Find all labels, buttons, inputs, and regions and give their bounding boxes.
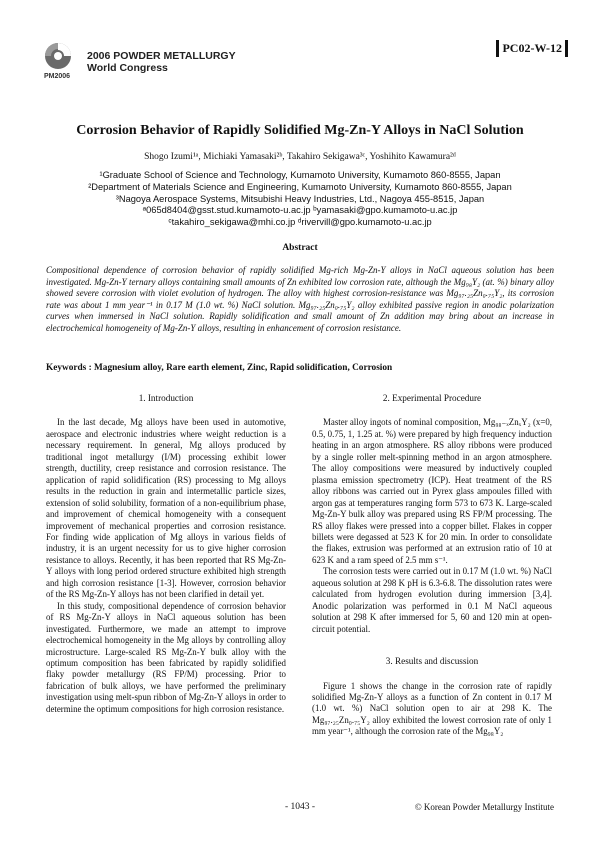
intro-paragraph-1: In the last decade, Mg alloys have been used in automotive, aerospace and electronic industries where weight reduction is a necessary requirement. In general, Mg alloys produced by traditional ingot metallurgy (I/M) processing exhibit lower strength, ductility, creep resistance and corrosion resistance. The application of rapid solidification (RS) processing to Mg alloys results in the reduction in grain and intermetallic particle sizes, extension of solid solubility, formation of a non-equilibrium phase, and improvement of chemical homogeneity with a consequent improvement of mechanical properties and corrosion resistance. For finding wide application of Mg alloys in various fields of industry, it is an urgent necessity for us to give higher corrosion resistance to alloys. Recently, it has been reported that RS Mg-Zn-Y alloys with long period ordered structure exhibited high strength and high corrosion resistance [1-3]. However, corrosion behavior of the RS Mg-Zn-Y alloys has not been clarified in detail yet. xyxy=(46,417,286,600)
section-heading-introduction: 1. Introduction xyxy=(138,393,194,403)
paper-title: Corrosion Behavior of Rapidly Solidified Mg-Zn-Y Alloys in NaCl Solution xyxy=(76,123,524,138)
author-list: Shogo Izumi¹ᵃ, Michiaki Yamasaki²ᵇ, Takahiro Sekigawa³ᶜ, Yoshihito Kawamura²ᵈ xyxy=(144,152,456,162)
copyright-notice: © Korean Powder Metallurgy Institute xyxy=(414,802,554,812)
logo-year: PM2006 xyxy=(44,73,71,80)
paper-code: PC02-W-12 xyxy=(496,40,568,57)
section-heading-experimental: 2. Experimental Procedure xyxy=(382,393,482,403)
intro-paragraph-2: In this study, compositional dependence of corrosion behavior of RS Mg-Zn-Y alloys in NaCl aqueous solution has been investigated. Furthermore, we made an attempt to improve electrochemical homogeneity in the Mg alloys by controlling alloy microstructure. Large-scaled RS Mg-Zn-Y bulk alloy with the optimum composition has been fabricated by rapidly solidified flaky powder metallurgy (RS FP/M) processing. Prior to fabrication of bulk alloys, we have performed the preliminary investigation using melt-spun ribbon of Mg-Zn-Y alloys in order to determine the optimum compositions for high corrosion resistance. xyxy=(46,600,286,714)
affiliation-line: ³Nagoya Aerospace Systems, Mitsubishi Heavy Industries, Ltd., Nagoya 455-8515, Japan xyxy=(115,193,485,204)
left-column xyxy=(46,393,286,715)
experimental-paragraph-1: Master alloy ingots of nominal composition, Mg₉₈₋ₓZnₓY₂ (x=0, 0.5, 0.75, 1, 1.25 at. %) were prepared by high frequency induction heating in an argon atmosphere. RS alloy ribbons were produced by a single roller melt-spinning method in an argon atmosphere. The alloy compositions were measured by inductively coupled plasma emission spectrometry (ICP). Heat treatment of the RS alloy ribbons was carried out in Pyrex glass ampoules filled with argon gas at temperatures ranging form 573 to 673 K. Large-scaled Mg-Zn-Y bulk alloy was prepared using RS FP/M processing. The RS alloy flakes were pressed into a copper billet. Flakes in copper billets were degassed at 523 K for 20 min. In order to consolidate the flakes, extrusion was performed at an extrusion ratio of 10 at 623 K and a ram speed of 2.5 mm s⁻¹. xyxy=(312,417,552,565)
abstract-heading: Abstract xyxy=(282,243,318,253)
right-column xyxy=(312,393,552,738)
keywords: Keywords : Magnesium alloy, Rare earth element, Zinc, Rapid solidification, Corrosion xyxy=(46,363,393,373)
conference-name xyxy=(87,50,236,74)
experimental-paragraph-2: The corrosion tests were carried out in 0.17 M (1.0 wt. %) NaCl aqueous solution at 298 K pH is 6.3-6.8. The dissolution rates were calculated from hydrogen evolution during immersion [3,4]. Anodic polarization was performed in 0.1 M NaCl aqueous solution at 298 K after immersed for 5, 60 and 120 min at open-circuit potential. xyxy=(312,566,552,634)
email-line: ᶜtakahiro_sekigawa@mhi.co.jp ᵈrivervill@gpo.kumamoto-u.ac.jp xyxy=(168,217,432,228)
section-heading-results: 3. Results and discussion xyxy=(385,656,479,667)
page-number: - 1043 - xyxy=(284,802,316,812)
conference-line-1: 2006 POWDER METALLURGY xyxy=(87,50,236,62)
swirl-logo-icon xyxy=(38,40,78,74)
conference-line-2: World Congress xyxy=(87,62,168,74)
email-line: ᵃ065d8404@gsst.stud.kumamoto-u.ac.jp ᵇyamasaki@gpo.kumamoto-u.ac.jp xyxy=(142,205,458,216)
affiliation-line: ²Department of Materials Science and Engineering, Kumamoto University, Kumamoto 860-8555, Japan xyxy=(88,181,512,192)
affiliations xyxy=(0,170,600,229)
abstract-body: Compositional dependence of corrosion behavior of rapidly solidified Mg-rich Mg-Zn-Y alloys in NaCl aqueous solution has been investigated. Mg-Zn-Y ternary alloys containing small amounts of Zn exhibited low corrosion rate, although the Mg₉₈Y₂ (at. %) binary alloy showed severe corrosion with violet evolution of hydrogen. The alloy with highest corrosion-resistance was Mg₉₇.₂₅Zn₀.₇₅Y₂, its corrosion rate was about 1 mm year⁻¹ in 0.17 M (1.0 wt. %) NaCl solution. Mg₉₇.₂₅Zn₀.₇₅Y₂ alloy exhibited passive region in anodic polarization curves when immersed in NaCl solution. Rapidly solidification and small amount of Zn addition may bring about an increase in electrochemical homogeneity of Mg-Zn-Y alloys, resulting in enhancement of corrosion resistance. xyxy=(46,265,554,333)
results-paragraph-1: Figure 1 shows the change in the corrosion rate of rapidly solidified Mg-Zn-Y alloys as a function of Zn content in 0.17 M (1.0 wt. %) NaCl solution open to air at 298 K. The Mg₉₇.₂₅Zn₀.₇₅Y₂ alloy exhibited the lowest corrosion rate of only 1 mm year⁻¹, although the corrosion rate of the Mg₉₈Y₂ xyxy=(312,680,552,737)
affiliation-line: ¹Graduate School of Science and Technology, Kumamoto University, Kumamoto 860-8555, Japan xyxy=(99,170,501,180)
